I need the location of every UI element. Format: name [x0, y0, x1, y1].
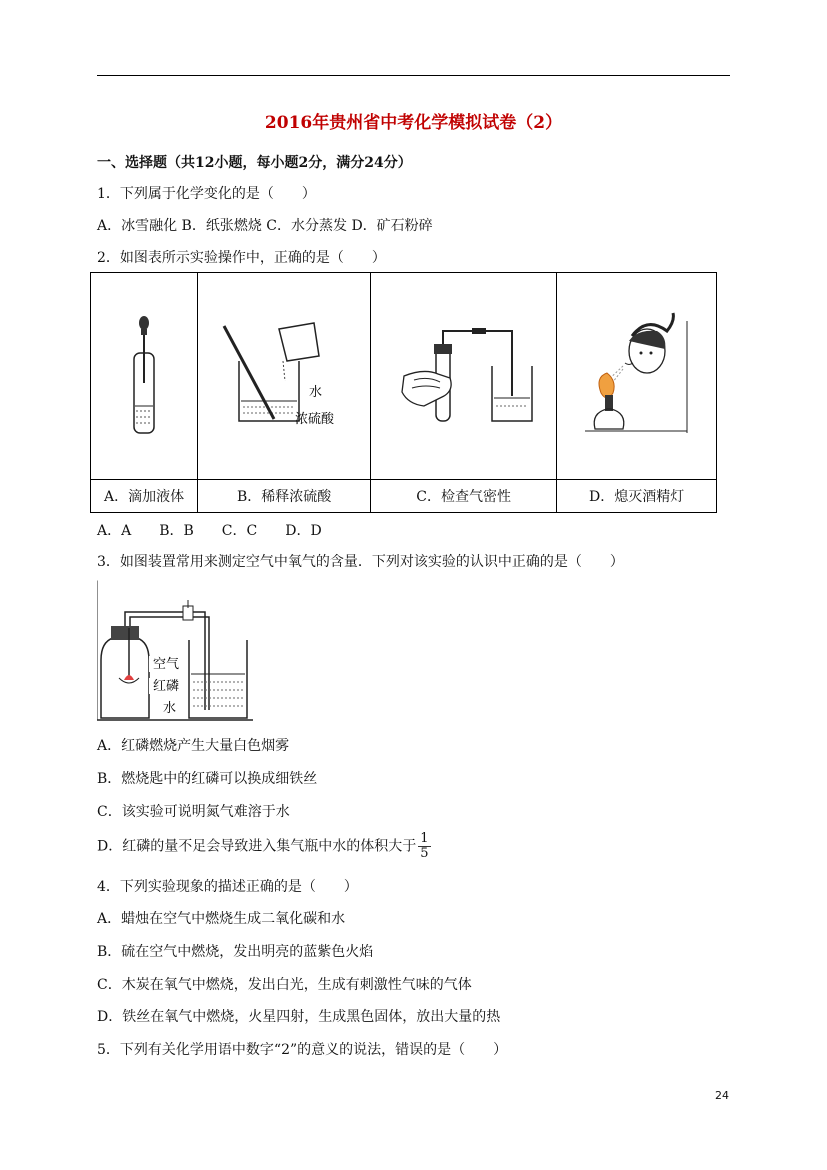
- q5-stem: 5．下列有关化学用语中数字“2”的意义的说法，错误的是（ ）: [97, 1042, 508, 1058]
- fraction-denominator: 5: [420, 846, 429, 861]
- q2-figure-table: [90, 272, 717, 513]
- q2-cell-d: [557, 273, 717, 480]
- q3-stem: 3．如图装置常用来测定空气中氧气的含量．下列对该实验的认识中正确的是（ ）: [97, 554, 624, 570]
- q3-option-c: C．该实验可说明氮气难溶于水: [97, 804, 290, 820]
- q2-options: A．A B．B C．C D．D: [97, 523, 322, 539]
- q4-option-a: A．蜡烛在空气中燃烧生成二氧化碳和水: [97, 911, 346, 927]
- q3-option-a: A．红磷燃烧产生大量白色烟雾: [97, 738, 290, 754]
- section-heading: 一、选择题（共12小题，每小题2分，满分24分）: [97, 155, 412, 171]
- q4-stem: 4．下列实验现象的描述正确的是（ ）: [97, 879, 358, 895]
- q1-options: A．冰雪融化 B．纸张燃烧 C．水分蒸发 D．矿石粉碎: [97, 218, 433, 234]
- q2-stem: 2．如图表所示实验操作中，正确的是（ ）: [97, 250, 386, 266]
- q2-cell-c: [371, 273, 557, 480]
- oxygen-measurement-figure: [97, 580, 253, 722]
- q3-option-b: B．燃烧匙中的红磷可以换成细铁丝: [97, 771, 318, 787]
- q3-option-d-text: D．红磷的量不足会导致进入集气瓶中水的体积大于: [97, 838, 417, 855]
- q1-stem: 1．下列属于化学变化的是（ ）: [97, 186, 316, 202]
- acid-label: 浓硫酸: [295, 412, 335, 427]
- phosphorus-label: 红磷: [153, 679, 180, 694]
- q4-option-d: D．铁丝在氧气中燃烧，火星四射，生成黑色固体，放出大量的热: [97, 1009, 501, 1025]
- water-label-q3: 水: [163, 701, 177, 716]
- q4-option-b: B．硫在空气中燃烧，发出明亮的蓝紫色火焰: [97, 944, 374, 960]
- caption-d: D．熄灭酒精灯: [557, 480, 717, 513]
- fraction-numerator: 1: [420, 831, 429, 846]
- fraction: [418, 832, 430, 861]
- q3-option-d: [97, 832, 431, 861]
- q2-cell-b: [198, 273, 371, 480]
- page-number: 24: [715, 1089, 729, 1102]
- q2-cell-a: [91, 273, 198, 480]
- dropper-test-tube-figure: [114, 311, 174, 441]
- air-label: 空气: [153, 657, 180, 672]
- header-rule: [97, 75, 730, 76]
- caption-a: A．滴加液体: [91, 480, 198, 513]
- caption-b: B．稀释浓硫酸: [198, 480, 371, 513]
- water-label: 水: [309, 385, 323, 400]
- airtight-check-figure: [394, 326, 534, 426]
- diluting-acid-figure: [219, 321, 349, 431]
- page-title: 2016年贵州省中考化学模拟试卷（2）: [264, 113, 563, 133]
- q4-option-c: C．木炭在氧气中燃烧，发出白光，生成有刺激性气味的气体: [97, 977, 472, 993]
- alcohol-lamp-figure: [577, 311, 697, 441]
- caption-c: C．检查气密性: [371, 480, 557, 513]
